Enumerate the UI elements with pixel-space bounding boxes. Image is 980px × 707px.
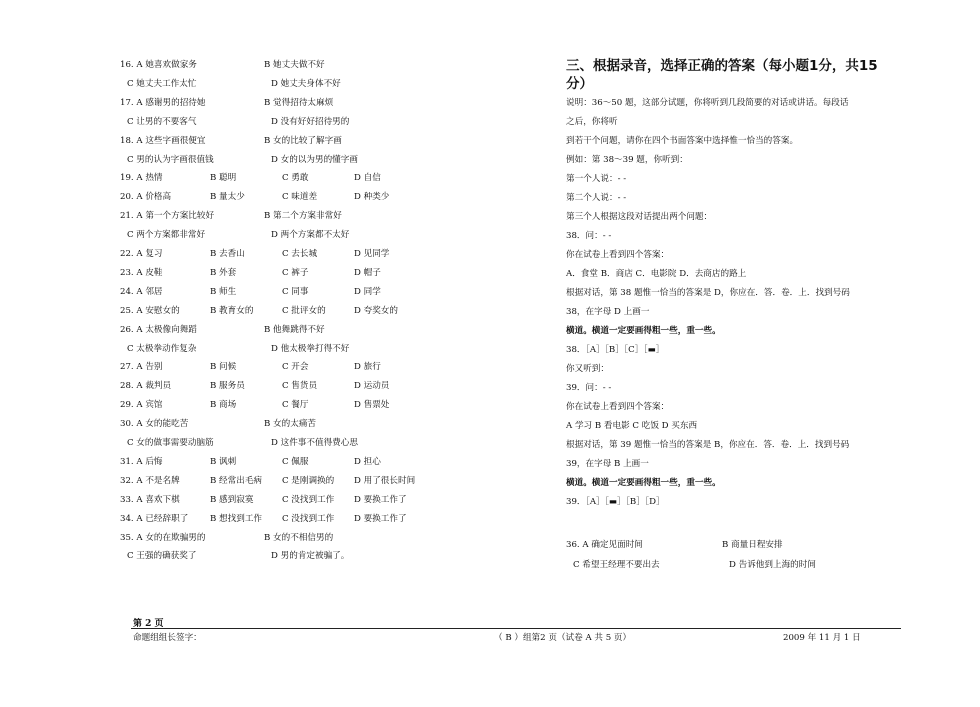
answer-option: D 要换工作了 [354,513,407,524]
instruction-line: 第一个人说：- - [566,174,627,184]
answer-option: D 她丈夫身体不好 [271,78,341,89]
question-text: 24. A 邻居 [120,286,163,297]
answer-option: B 讽刺 [210,456,237,467]
instruction-line: 根据对话，第 39 题惟一恰当的答案是 B，你应在．答．卷．上．找到号码 [566,440,850,450]
answer-option: B 去香山 [210,249,245,259]
answer-option: B 她丈夫做不好 [264,60,325,70]
answer-option: D 同学 [354,286,381,297]
left-question-row [127,154,358,166]
instruction-line: A 学习 B 看电影 C 吃饭 D 买东西 [566,421,698,431]
question-text: 21. A 第一个方案比较好 [120,211,215,222]
answer-option: B 教育女的 [210,305,254,316]
left-question-row [120,324,325,336]
answer-option: C 没找到工作 [282,494,335,505]
question-text: 18. A 这些字画很便宜 [120,135,206,146]
question-text: C 两个方案都非常好 [127,230,206,241]
question-text: 31. A 后悔 [120,456,163,467]
answer-option: B 女的不相信男的 [264,532,334,543]
question-text: C 女的做事需要动脑筋 [127,438,214,448]
answer-option: C 批评女的 [282,305,326,316]
answer-option: D 售票处 [354,400,390,411]
question-text: 23. A 皮鞋 [120,267,163,278]
answer-option: D 两个方案都不太好 [271,230,350,241]
left-question-row [120,267,381,279]
answer-option: D 没有好好招待男的 [271,116,350,127]
answer-option: D 要换工作了 [354,494,407,505]
answer-option: D 种类少 [354,192,390,203]
answer-option: C 是刚调换的 [282,475,335,486]
question-text: 17. A 感谢男的招待她 [120,97,206,108]
answer-option: C 餐厅 [282,400,309,411]
answer-option: C 佩服 [282,456,309,467]
left-question-row [127,230,350,241]
left-question-row [120,173,381,184]
footer-divider [131,628,901,629]
question-text: 19. A 热情 [120,173,163,184]
answer-option: B 他舞跳得不好 [264,324,325,335]
answer-option: B 觉得招待太麻烦 [264,97,334,108]
left-question-row [120,192,390,203]
answer-option: B 感到寂寞 [210,494,254,505]
answer-option: B 想找到工作 [210,513,263,524]
left-question-row [127,343,350,355]
answer-option: B 问候 [210,362,237,373]
answer-option: D 夸奖女的 [354,305,398,316]
left-question-row [120,475,416,487]
instruction-line: A．食堂 B．商店 C．电影院 D．去商店的路上 [566,269,747,279]
question-text: C 男的认为字画很值钱 [127,154,214,165]
left-question-row [120,286,381,298]
left-question-row [127,116,350,128]
left-question-row [127,551,350,562]
answer-option: B 师生 [210,286,237,297]
answer-option: C 售货员 [282,381,318,392]
instruction-line: 说明：36～50 题，这部分试题，你将听到几段简要的对话或讲话。每段话 [566,98,849,108]
instruction-line: 你在试卷上看到四个答案： [566,402,670,412]
left-question-row [120,362,381,373]
answer-option: B 第二个方案非常好 [264,211,342,222]
question-text: 22. A 复习 [120,249,163,259]
instruction-line: 38．［A］［B］［C］［▬］ [566,345,665,355]
instruction-line: 之后，你将听 [566,117,618,127]
instruction-line: 38．问：- - [566,231,612,241]
question-text: 33. A 喜欢下棋 [120,494,180,505]
instruction-line: 第三个人根据这段对话提出两个问题： [566,212,713,222]
instruction-line: 横道。横道一定要画得粗一些，重一些。 [566,478,721,488]
answer-option: D 他太极拳打得不好 [271,343,350,354]
answer-option: B 女的比较了解字画 [264,135,342,146]
exam-info: （ B ）组第2 页（试卷 A 共 5 页） [494,633,632,643]
instruction-line: 38，在字母 D 上画一 [566,307,650,317]
answer-option: B 商量日程安排 [722,540,783,550]
answer-option: C 开会 [282,362,309,373]
answer-option: D 自信 [354,173,381,184]
question-text: 28. A 裁判员 [120,381,172,392]
section-title: 三、根据录音，选择正确的答案（每小题1分，共15分） [566,58,878,92]
question-text: C 希望王经理不要出去 [573,559,660,570]
left-question-row [120,305,398,317]
left-question-row [120,419,317,430]
question-text: C 王强的确获奖了 [127,551,197,562]
answer-option: D 女的以为男的懂字画 [271,154,358,165]
left-question-row [120,60,325,71]
instruction-line: 例如：第 38～39 题，你听到： [566,155,688,165]
instruction-line: 你又听到： [566,364,609,374]
left-question-row [120,494,407,506]
left-question-row [120,211,342,222]
question-text: 26. A 太极像向舞蹈 [120,324,197,335]
question-text: 35. A 女的在欺骗男的 [120,532,206,543]
page-number-label: 第 2 页 [133,619,164,629]
question-text: 16. A 她喜欢做家务 [120,60,197,70]
left-question-row [120,532,334,544]
question-text: C 让男的不要客气 [127,116,197,127]
right-question-row [566,540,783,551]
answer-option: C 味道差 [282,192,318,203]
answer-option: B 外套 [210,267,237,278]
instruction-line: 39．［A］［▬］［B］［D］ [566,497,665,507]
exam-date: 2009 年 11 月 1 日 [783,633,861,643]
left-question-row [127,78,341,90]
instruction-line: 39，在字母 B 上画一 [566,459,649,469]
left-question-row [120,400,390,411]
answer-option: D 告诉他到上海的时间 [729,559,816,570]
left-question-row [120,456,381,468]
answer-option: B 服务员 [210,381,245,392]
instruction-line: 第二个人说：- - [566,193,627,203]
instruction-line: 横道。横道一定要画得粗一些，重一些。 [566,326,721,336]
question-text: 30. A 女的能吃苦 [120,419,189,430]
left-question-row [127,438,358,449]
answer-option: B 聪明 [210,173,237,184]
instruction-line: 39．问：- - [566,383,612,393]
answer-option: D 担心 [354,456,381,467]
answer-option: D 运动员 [354,381,390,392]
question-text: C 太极拳动作复杂 [127,343,197,354]
instruction-line: 到若干个问题，请你在四个书面答案中选择惟一恰当的答案。 [566,136,799,146]
signature-label: 命题组组长签字： [133,633,202,643]
instruction-line: 根据对话，第 38 题惟一恰当的答案是 D，你应在．答．卷．上．找到号码 [566,288,850,298]
question-text: C 她丈夫工作太忙 [127,78,197,89]
answer-option: B 量太少 [210,192,245,203]
answer-option: D 见同学 [354,249,390,259]
right-question-row [573,559,816,571]
answer-option: B 商场 [210,400,237,411]
question-text: 20. A 价格高 [120,192,172,203]
question-text: 36. A 确定见面时间 [566,540,643,550]
answer-option: D 男的肯定被骗了。 [271,551,350,562]
left-question-row [120,135,342,147]
answer-option: B 女的太痛苦 [264,419,317,430]
answer-option: C 裤子 [282,267,309,278]
question-text: 29. A 宾馆 [120,400,163,411]
left-question-row [120,97,334,109]
instruction-line: 你在试卷上看到四个答案： [566,250,670,260]
left-question-row [120,249,390,260]
answer-option: D 这件事不值得费心思 [271,438,358,448]
question-text: 27. A 告别 [120,362,163,373]
answer-option: B 经常出毛病 [210,475,263,486]
question-text: 32. A 不是名牌 [120,475,180,486]
left-question-row [120,513,407,525]
question-text: 25. A 安慰女的 [120,305,180,316]
question-text: 34. A 已经辞职了 [120,513,189,524]
answer-option: D 用了很长时间 [354,475,416,486]
answer-option: C 同事 [282,286,309,297]
answer-option: D 旅行 [354,362,381,373]
answer-option: C 勇敢 [282,173,309,184]
answer-option: C 没找到工作 [282,513,335,524]
left-question-row [120,381,390,392]
answer-option: D 帽子 [354,267,381,278]
answer-option: C 去长城 [282,249,318,259]
